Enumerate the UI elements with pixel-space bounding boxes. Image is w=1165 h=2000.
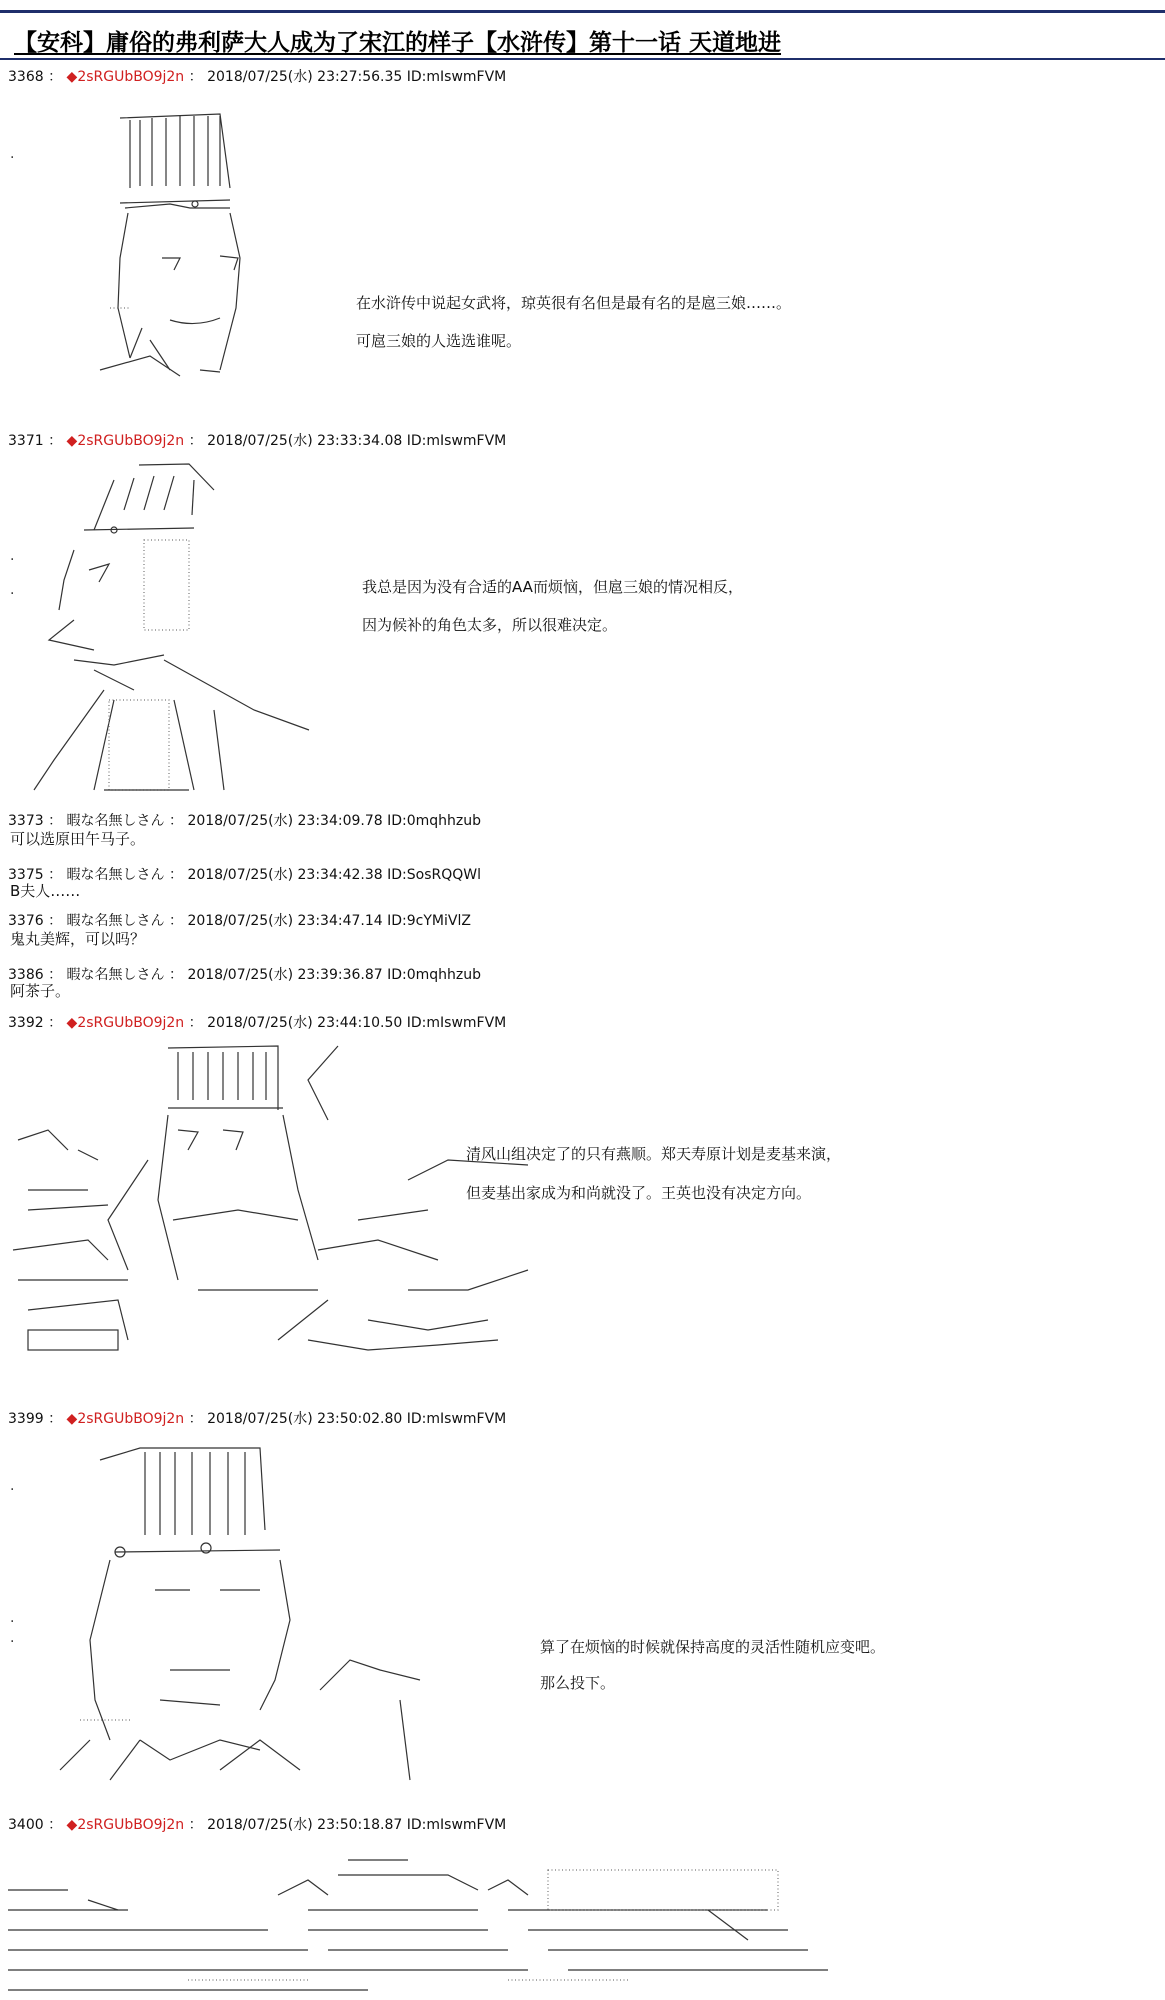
- post-id: ID:0mqhhzub: [387, 967, 482, 983]
- post-header: [8, 66, 506, 86]
- post-number: 3386: [8, 967, 44, 983]
- post-id: ID:mIswmFVM: [406, 1411, 507, 1427]
- poster-name: 暇な名無しさん: [66, 913, 165, 929]
- tripcode-link[interactable]: ◆2sRGUbBO9j2n: [66, 433, 185, 449]
- post-text-line: 因为候补的角色太多，所以很难决定。: [362, 616, 618, 634]
- top-rule: [0, 10, 1165, 13]
- post-number: 3400: [8, 1817, 44, 1833]
- post-number: 3373: [8, 813, 44, 829]
- post-date: 2018/07/25(水) 23:27:56.35: [207, 69, 403, 85]
- post-header: [8, 1814, 506, 1834]
- post-date: 2018/07/25(水) 23:34:47.14: [187, 913, 383, 929]
- aa-art-character: [14, 460, 314, 800]
- separator: ：: [43, 967, 63, 983]
- post-text-line: 清风山组决定了的只有燕顺。郑天寿原计划是麦基来演，: [466, 1145, 842, 1163]
- tripcode-link[interactable]: ◆2sRGUbBO9j2n: [66, 1015, 185, 1031]
- post-body: 鬼丸美辉，可以吗？: [10, 930, 146, 948]
- separator: ：: [43, 69, 63, 85]
- post-date: 2018/07/25(水) 23:44:10.50: [207, 1015, 403, 1031]
- post-id: ID:mIswmFVM: [406, 1015, 507, 1031]
- aa-dot: .: [10, 1610, 15, 1626]
- aa-dot: .: [10, 1478, 15, 1494]
- separator: ：: [184, 433, 203, 449]
- post-header: [8, 964, 481, 984]
- separator: ：: [164, 867, 183, 883]
- post-date: 2018/07/25(水) 23:39:36.87: [187, 967, 383, 983]
- separator: ：: [43, 1015, 63, 1031]
- separator: ：: [43, 433, 63, 449]
- post-header: [8, 1408, 506, 1428]
- poster-name: 暇な名無しさん: [66, 967, 165, 983]
- post-number: 3392: [8, 1015, 44, 1031]
- separator: ：: [184, 1015, 203, 1031]
- aa-art-scenery: [8, 1850, 838, 2000]
- post-header: [8, 430, 506, 450]
- separator: ：: [184, 1411, 203, 1427]
- poster-name: 暇な名無しさん: [66, 867, 165, 883]
- separator: ：: [43, 913, 63, 929]
- post-body: 可以选原田午马子。: [10, 830, 146, 848]
- separator: ：: [43, 1817, 63, 1833]
- post-text-line: 那么投下。: [540, 1674, 616, 1692]
- post-id: ID:mIswmFVM: [406, 1817, 507, 1833]
- post-body: B夫人……: [10, 882, 81, 900]
- post-number: 3375: [8, 867, 44, 883]
- post-date: 2018/07/25(水) 23:50:02.80: [207, 1411, 403, 1427]
- post-date: 2018/07/25(水) 23:33:34.08: [207, 433, 403, 449]
- post-text-line: 算了在烦恼的时候就保持高度的灵活性随机应变吧。: [540, 1638, 886, 1656]
- separator: ：: [164, 967, 183, 983]
- separator: ：: [43, 1411, 63, 1427]
- separator: ：: [184, 1817, 203, 1833]
- post-id: ID:mIswmFVM: [406, 69, 507, 85]
- separator: ：: [43, 813, 63, 829]
- tripcode-link[interactable]: ◆2sRGUbBO9j2n: [66, 1817, 185, 1833]
- post-number: 3368: [8, 69, 44, 85]
- tripcode-link[interactable]: ◆2sRGUbBO9j2n: [66, 69, 185, 85]
- post-id: ID:SosRQQWl: [387, 867, 481, 883]
- separator: ：: [164, 913, 183, 929]
- post-date: 2018/07/25(水) 23:34:42.38: [187, 867, 383, 883]
- post-number: 3399: [8, 1411, 44, 1427]
- aa-art-characters: [8, 1040, 538, 1370]
- post-body: 阿茶子。: [10, 982, 71, 1000]
- aa-dot: .: [10, 548, 15, 564]
- poster-name: 暇な名無しさん: [66, 813, 165, 829]
- post-number: 3371: [8, 433, 44, 449]
- tripcode-link[interactable]: ◆2sRGUbBO9j2n: [66, 1411, 185, 1427]
- post-date: 2018/07/25(水) 23:50:18.87: [207, 1817, 403, 1833]
- post-number: 3376: [8, 913, 44, 929]
- aa-dot: .: [10, 582, 15, 598]
- separator: ：: [43, 867, 63, 883]
- post-header: [8, 1012, 506, 1032]
- post-id: ID:9cYMiVlZ: [387, 913, 471, 929]
- post-date: 2018/07/25(水) 23:34:09.78: [187, 813, 383, 829]
- post-text-line: 但麦基出家成为和尚就没了。王英也没有决定方向。: [466, 1184, 812, 1202]
- post-id: ID:mIswmFVM: [406, 433, 507, 449]
- post-header: [8, 910, 471, 930]
- post-text-line: 我总是因为没有合适的AA而烦恼，但扈三娘的情况相反，: [362, 578, 743, 596]
- separator: ：: [164, 813, 183, 829]
- aa-dot: .: [10, 1630, 15, 1646]
- title-rule: [0, 58, 1165, 60]
- page-title: 【安科】庸俗的弗利萨大人成为了宋江的样子【水浒传】第十一话 天道地进: [14, 30, 782, 56]
- aa-art-character: [20, 1440, 440, 1790]
- aa-art-character: [70, 108, 290, 388]
- separator: ：: [184, 69, 203, 85]
- post-id: ID:0mqhhzub: [387, 813, 482, 829]
- aa-dot: .: [10, 146, 15, 162]
- post-text-line: 可扈三娘的人选选谁呢。: [356, 332, 522, 350]
- post-text-line: 在水浒传中说起女武将，琼英很有名但是最有名的是扈三娘……。: [356, 294, 792, 312]
- post-header: [8, 810, 481, 830]
